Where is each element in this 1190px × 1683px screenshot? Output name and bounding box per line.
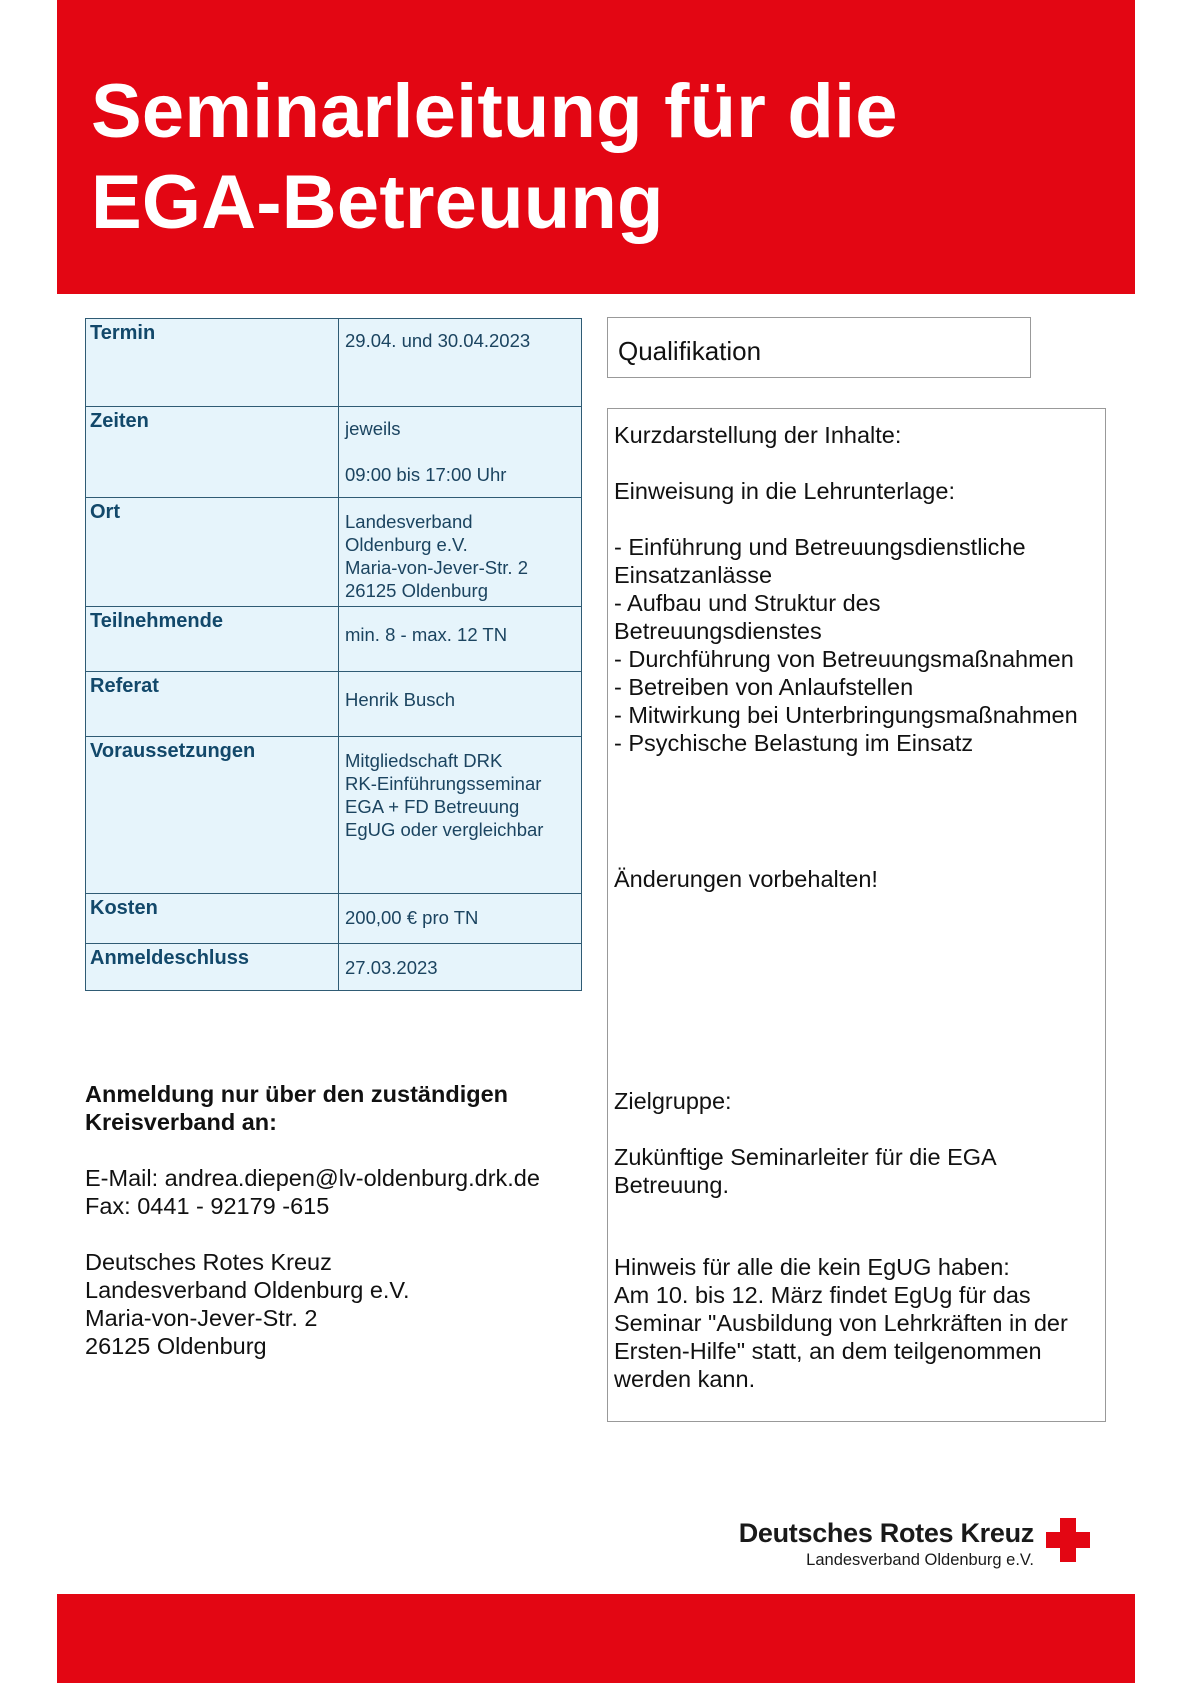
footer-banner	[57, 1594, 1135, 1683]
value-line: Oldenburg e.V.	[345, 534, 468, 555]
table-row	[86, 894, 582, 944]
row-key: Voraussetzungen	[86, 737, 339, 894]
row-key: Termin	[86, 319, 339, 407]
row-value	[339, 607, 582, 672]
row-value	[339, 498, 582, 607]
content-summary	[614, 421, 1078, 757]
list-item: Einsatzanlässe	[614, 562, 773, 588]
fax-line: Fax: 0441 - 92179 -615	[85, 1193, 330, 1219]
note-line: Hinweis für alle die kein EgUG haben:	[614, 1254, 1010, 1280]
seminar-info-table	[85, 318, 582, 991]
address-line: 26125 Oldenburg	[85, 1333, 267, 1359]
value-line: min. 8 - max. 12 TN	[345, 624, 508, 645]
address-line: Maria-von-Jever-Str. 2	[85, 1305, 318, 1331]
list-item: Betreuungsdienstes	[614, 618, 822, 644]
table-row	[86, 672, 582, 737]
table-row	[86, 607, 582, 672]
value-line: Mitgliedschaft DRK	[345, 750, 503, 771]
red-cross-icon	[1046, 1518, 1090, 1562]
email-line[interactable]: E-Mail: andrea.diepen@lv-oldenburg.drk.de	[85, 1165, 540, 1191]
value-line: 26125 Oldenburg	[345, 580, 488, 601]
note-line: Seminar "Ausbildung von Lehrkräften in der	[614, 1310, 1068, 1336]
value-line: jeweils	[345, 418, 401, 439]
value-line: Landesverband	[345, 511, 473, 532]
table-row	[86, 737, 582, 894]
value-line: 27.03.2023	[345, 957, 438, 978]
row-value	[339, 894, 582, 944]
logo-name: Deutsches Rotes Kreuz	[738, 1518, 1034, 1548]
row-key: Ort	[86, 498, 339, 607]
content-subheading: Einweisung in die Lehrunterlage:	[614, 478, 955, 504]
row-value	[339, 737, 582, 894]
address-line: Landesverband Oldenburg e.V.	[85, 1277, 410, 1303]
header-banner	[57, 0, 1135, 294]
value-line: Maria-von-Jever-Str. 2	[345, 557, 528, 578]
page-title	[91, 66, 898, 248]
list-item: - Durchführung von Betreuungsmaßnahmen	[614, 646, 1074, 672]
drk-logo	[700, 1518, 1090, 1574]
note-line: Ersten-Hilfe" statt, an dem teilgenommen	[614, 1338, 1042, 1364]
list-item: - Betreiben von Anlaufstellen	[614, 674, 914, 700]
target-text-line: Betreuung.	[614, 1172, 729, 1198]
row-key: Anmeldeschluss	[86, 944, 339, 991]
value-line: Henrik Busch	[345, 689, 456, 710]
target-group	[614, 1087, 997, 1199]
address-line: Deutsches Rotes Kreuz	[85, 1249, 332, 1275]
list-item: - Mitwirkung bei Unterbringungsmaßnahmen	[614, 702, 1078, 728]
content-intro: Kurzdarstellung der Inhalte:	[614, 422, 902, 448]
value-line: RK-Einführungsseminar	[345, 773, 542, 794]
value-line: 200,00 € pro TN	[345, 907, 479, 928]
content-box	[607, 408, 1106, 1422]
value-line: EGA + FD Betreuung	[345, 796, 520, 817]
registration-heading: Anmeldung nur über den zuständigen	[85, 1081, 508, 1107]
target-label: Zielgruppe:	[614, 1088, 732, 1114]
note	[614, 1253, 1068, 1393]
list-item: - Einführung und Betreuungsdienstliche	[614, 534, 1026, 560]
note-line: werden kann.	[614, 1366, 756, 1392]
table-row	[86, 407, 582, 498]
row-key: Kosten	[86, 894, 339, 944]
note-line: Am 10. bis 12. März findet EgUg für das	[614, 1282, 1031, 1308]
value-line: 29.04. und 30.04.2023	[345, 330, 531, 351]
list-item: - Aufbau und Struktur des	[614, 590, 881, 616]
value-line: EgUG oder vergleichbar	[345, 819, 544, 840]
row-value	[339, 319, 582, 407]
row-value	[339, 944, 582, 991]
value-line: 09:00 bis 17:00 Uhr	[345, 464, 507, 485]
table-row	[86, 319, 582, 407]
title-line-2: EGA-Betreuung	[91, 160, 664, 245]
row-key: Teilnehmende	[86, 607, 339, 672]
qualification-label: Qualifikation	[618, 336, 762, 366]
row-value	[339, 407, 582, 498]
logo-subtitle: Landesverband Oldenburg e.V.	[806, 1551, 1034, 1569]
row-key: Referat	[86, 672, 339, 737]
row-key: Zeiten	[86, 407, 339, 498]
target-text-line: Zukünftige Seminarleiter für die EGA	[614, 1144, 997, 1170]
table-row	[86, 944, 582, 991]
row-value	[339, 672, 582, 737]
title-line-1: Seminarleitung für die	[91, 69, 898, 154]
qualification-box	[607, 317, 1031, 378]
registration-block	[85, 1080, 540, 1360]
table-row	[86, 498, 582, 607]
list-item: - Psychische Belastung im Einsatz	[614, 730, 974, 756]
disclaimer: Änderungen vorbehalten!	[614, 866, 878, 892]
registration-heading: Kreisverband an:	[85, 1109, 277, 1135]
